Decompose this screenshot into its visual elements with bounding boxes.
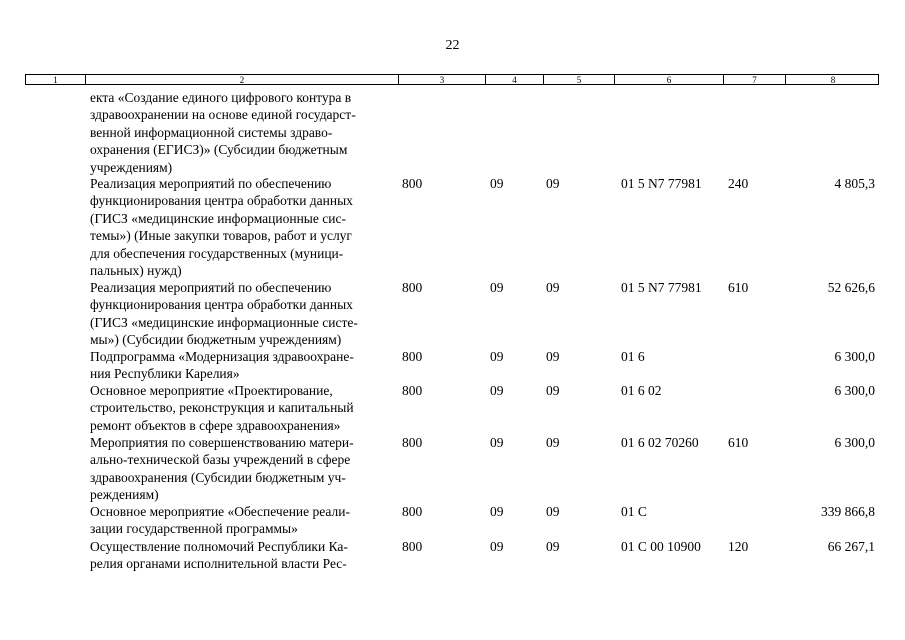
header-col-1: 1 — [26, 75, 86, 84]
row-name-line: Мероприятия по совершенствованию матери- — [90, 435, 354, 450]
row-cell-c8: 52 626,6 — [827, 280, 875, 295]
row-name-line: Подпрограмма «Модернизация здравоохране- — [90, 349, 354, 364]
row-cell-c7: 610 — [728, 280, 749, 295]
header-col-6: 6 — [615, 75, 724, 84]
row-name-line: темы») (Иные закупки товаров, работ и услуг — [90, 228, 352, 244]
row-name-line: ально-технической базы учреждений в сфере — [90, 452, 351, 468]
row-cell-c3: 800 — [402, 539, 423, 554]
row-name — [90, 89, 395, 176]
row-cell-c4: 09 — [490, 383, 504, 398]
row-cell-c3: 800 — [402, 504, 423, 519]
row-cell-c6: 01 С — [621, 504, 647, 519]
row-cell-c4: 09 — [490, 349, 504, 364]
row-cell-c5: 09 — [546, 280, 560, 295]
table-header — [25, 74, 879, 85]
header-col-7: 7 — [724, 75, 786, 84]
row-cell-c8: 6 300,0 — [834, 383, 875, 398]
row-name-line: здравоохранения (Субсидии бюджетным уч- — [90, 469, 346, 485]
row-name-line: строительство, реконструкция и капитальный — [90, 400, 354, 416]
row-cell-c3: 800 — [402, 349, 423, 364]
row-name-line: здравоохранении на основе единой государст- — [90, 107, 356, 123]
row-name-line: (ГИСЗ «медицинские информационные сис- — [90, 210, 346, 226]
header-col-8: 8 — [830, 75, 836, 85]
row-cell-c6: 01 С 00 10900 — [621, 539, 701, 554]
row-cell-c3: 800 — [402, 176, 423, 191]
row-cell-c8: 66 267,1 — [827, 539, 875, 554]
row-cell-c8: 6 300,0 — [834, 435, 875, 450]
header-col-4: 4 — [486, 75, 544, 84]
row-name-line: ния Республики Карелия» — [90, 366, 240, 382]
row-name-line: Осуществление полномочий Республики Ка- — [90, 539, 348, 554]
row-name-line: екта «Создание единого цифрового контура в — [90, 90, 352, 105]
row-cell-c6: 01 5 N7 77981 — [621, 280, 702, 295]
row-name-line: функционирования центра обработки данных — [90, 297, 353, 313]
row-cell-c8: 339 866,8 — [821, 504, 875, 519]
header-col-2: 2 — [86, 75, 399, 84]
row-cell-c7: 610 — [728, 435, 749, 450]
row-cell-c6: 01 5 N7 77981 — [621, 176, 702, 191]
row-cell-c5: 09 — [546, 349, 560, 364]
row-name-line: пальных) нужд) — [90, 263, 182, 279]
page-number: 22 — [445, 38, 460, 53]
row-cell-c7: 240 — [728, 176, 749, 191]
header-col-3: 3 — [399, 75, 486, 84]
row-name-line: Основное мероприятие «Проектирование, — [90, 383, 333, 398]
row-cell-c4: 09 — [490, 176, 504, 191]
row-cell-c3: 800 — [402, 280, 423, 295]
row-cell-c4: 09 — [490, 504, 504, 519]
row-cell-c4: 09 — [490, 435, 504, 450]
row-name-line: учреждениям) — [90, 159, 173, 175]
row-cell-c4: 09 — [490, 280, 504, 295]
row-name-line: релия органами исполнительной власти Рес- — [90, 556, 347, 572]
row-name — [90, 175, 395, 279]
row-name — [90, 279, 395, 349]
row-name-line: функционирования центра обработки данных — [90, 193, 353, 209]
row-cell-c5: 09 — [546, 504, 560, 519]
row-cell-c5: 09 — [546, 176, 560, 191]
row-name-line: охранения (ЕГИСЗ)» (Субсидии бюджетным — [90, 142, 348, 158]
row-name — [90, 382, 395, 434]
row-cell-c3: 800 — [402, 383, 423, 398]
row-cell-c6: 01 6 02 — [621, 383, 662, 398]
row-name-line: Реализация мероприятий по обеспечению — [90, 176, 332, 191]
row-name — [90, 434, 395, 504]
header-col-5: 5 — [544, 75, 615, 84]
row-name-line: мы») (Субсидии бюджетным учреждениям) — [90, 332, 342, 348]
row-name — [90, 348, 395, 383]
row-cell-c5: 09 — [546, 383, 560, 398]
row-name-line: венной информационной системы здраво- — [90, 124, 333, 140]
row-cell-c3: 800 — [402, 435, 423, 450]
row-cell-c5: 09 — [546, 435, 560, 450]
row-name-line: реждениям) — [90, 487, 159, 503]
row-cell-c5: 09 — [546, 539, 560, 554]
row-cell-c4: 09 — [490, 539, 504, 554]
row-name-line: ремонт объектов в сфере здравоохранения» — [90, 417, 341, 433]
row-cell-c6: 01 6 02 70260 — [621, 435, 699, 450]
row-cell-c8: 4 805,3 — [834, 176, 875, 191]
row-name-line: (ГИСЗ «медицинские информационные систе- — [90, 314, 358, 330]
row-name — [90, 503, 395, 538]
row-cell-c6: 01 6 — [621, 349, 645, 364]
row-name — [90, 538, 395, 573]
row-name-line: Реализация мероприятий по обеспечению — [90, 280, 332, 295]
row-name-line: зации государственной программы» — [90, 521, 298, 537]
row-cell-c7: 120 — [728, 539, 749, 554]
row-name-line: для обеспечения государственных (муници- — [90, 245, 344, 261]
row-cell-c8: 6 300,0 — [834, 349, 875, 364]
row-name-line: Основное мероприятие «Обеспечение реали- — [90, 504, 350, 519]
